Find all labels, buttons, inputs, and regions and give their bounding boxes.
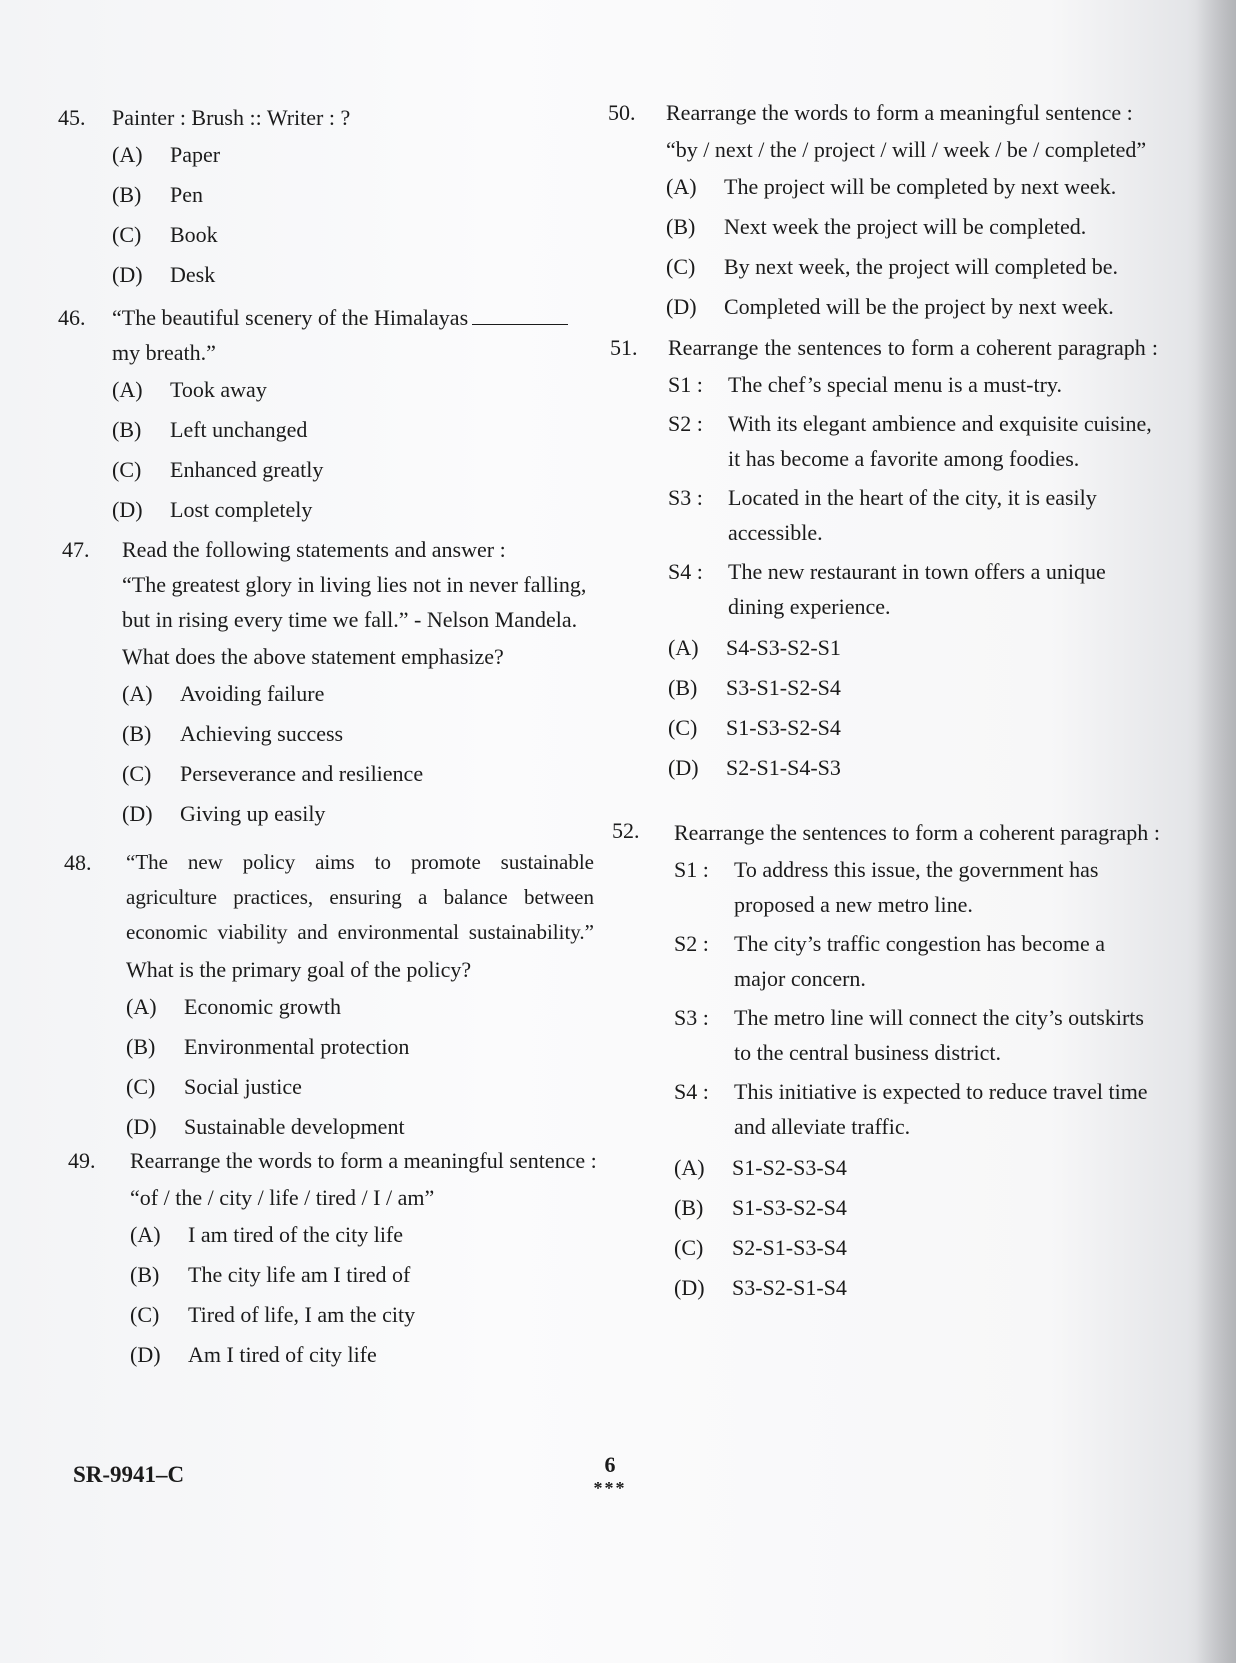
sentence-s3: S3 : Located in the heart of the city, it is easily accessible. [668,485,1097,545]
option-b: (B) The city life am I tired of [130,1262,411,1287]
option-a: (A) Avoiding failure [122,681,325,706]
sentence-s4: S4 : This initiative is expected to reduce travel time and alleviate traffic. [674,1079,1148,1139]
option-a: (A) Paper [112,142,221,167]
sentence-s1: S1 : The chef’s special menu is a must-try. [668,372,1062,397]
option-b: (B) Achieving success [122,721,344,746]
quote-text: “The greatest glory in living lies not in never falling, but in rising every time we fall.” - Nelson Mandela. [122,572,587,632]
option-d: (D) Giving up easily [122,801,326,826]
option-a: (A) S1-S2-S3-S4 [674,1155,847,1180]
option-b: (B) S1-S3-S2-S4 [674,1195,847,1220]
question-stem: Rearrange the words to form a meaningful sentence : [130,1148,597,1173]
option-a: (A) Economic growth [126,994,342,1019]
word-list: “of / the / city / life / tired / I / am” [130,1185,435,1210]
question-number: 51. [610,335,638,360]
option-c: (C) Book [112,222,218,247]
question-stem: Rearrange the words to form a meaningful sentence : [666,100,1133,125]
option-a: (A) Took away [112,377,267,402]
option-c: (C) Perseverance and resilience [122,761,424,786]
option-d: (D) Desk [112,262,216,287]
option-b: (B) Left unchanged [112,417,308,442]
question-number: 52. [612,818,640,843]
option-b: (B) S3-S1-S2-S4 [668,675,841,700]
paper-code: SR-9941–C [73,1462,185,1487]
option-d: (D) S3-S2-S1-S4 [674,1275,847,1300]
end-marker: *** [593,1478,627,1498]
option-c: (C) Tired of life, I am the city [130,1302,416,1327]
page-number: 6 [604,1452,616,1477]
option-d: (D) S2-S1-S4-S3 [668,755,841,780]
question-stem-continued: my breath.” [112,340,216,365]
question-text: What does the above statement emphasize? [122,644,504,669]
option-b: (B) Next week the project will be completed. [666,214,1087,239]
option-a: (A) S4-S3-S2-S1 [668,635,841,660]
question-stem: Rearrange the sentences to form a coherent paragraph : [674,820,1160,845]
sentence-s1: S1 : To address this issue, the government has proposed a new metro line. [674,857,1099,917]
option-d: (D) Lost completely [112,497,313,522]
sentence-s4: S4 : The new restaurant in town offers a unique dining experience. [668,559,1106,619]
answer-blank [472,304,568,325]
question-text: What is the primary goal of the policy? [126,957,472,982]
question-number: 46. [58,305,86,330]
page-edge-shadow [1196,0,1236,1663]
option-b: (B) Environmental protection [126,1034,410,1059]
sentence-s2: S2 : The city’s traffic congestion has become a major concern. [674,931,1106,991]
question-number: 50. [608,100,636,125]
option-c: (C) By next week, the project will completed be. [666,254,1119,279]
option-a: (A) I am tired of the city life [130,1222,404,1247]
option-c: (C) S1-S3-S2-S4 [668,715,841,740]
option-a: (A) The project will be completed by next week. [666,174,1117,199]
option-c: (C) Enhanced greatly [112,457,324,482]
option-d: (D) Sustainable development [126,1114,405,1139]
question-stem: Rearrange the sentences to form a coherent paragraph : [668,335,1158,360]
question-stem: “The new policy aims to promote sustainable agriculture practices, ensuring a balance between economic viability and environmental sustainability.” [126,850,594,944]
question-number: 49. [68,1148,96,1173]
question-number: 45. [58,105,86,130]
word-list: “by / next / the / project / will / week / be / completed” [666,137,1147,162]
question-stem: “The beautiful scenery of the Himalayas [112,305,469,330]
sentence-s3: S3 : The metro line will connect the city’s outskirts to the central business district. [674,1005,1144,1065]
option-b: (B) Pen [112,182,203,207]
option-d: (D) Am I tired of city life [130,1342,377,1367]
question-stem: Painter : Brush :: Writer : ? [112,105,351,130]
question-number: 47. [62,537,90,562]
option-c: (C) Social justice [126,1074,302,1099]
question-stem: Read the following statements and answer : [122,537,506,562]
option-c: (C) S2-S1-S3-S4 [674,1235,847,1260]
question-number: 48. [64,850,92,875]
option-d: (D) Completed will be the project by next week. [666,294,1114,319]
sentence-s2: S2 : With its elegant ambience and exquisite cuisine, it has become a favorite among foodies. [668,411,1152,471]
